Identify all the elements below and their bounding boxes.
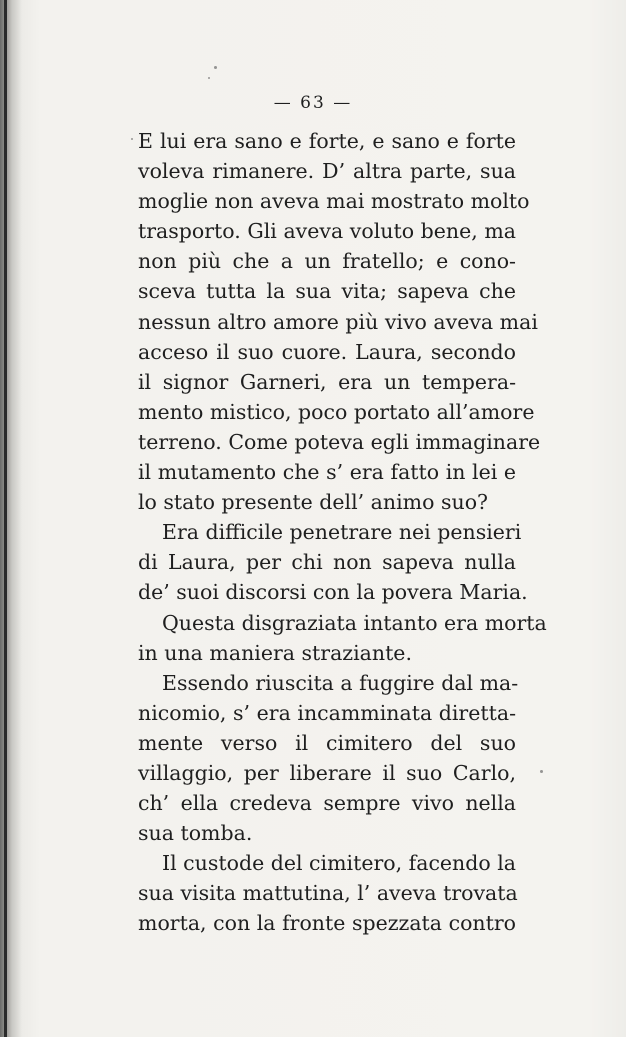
text-line: sua tomba. (138, 821, 253, 846)
text-line: Questa disgraziata intanto era morta (162, 610, 547, 635)
text-line: Era difficile penetrare nei pensieri (162, 520, 522, 545)
text-line: ch’ ella credeva sempre vivo nella (138, 791, 516, 816)
text-line: non più che a un fratello; e cono- (138, 249, 516, 274)
body-text (138, 126, 547, 939)
text-line: lo stato presente dell’ animo suo? (138, 490, 489, 515)
page-number: — 63 — (273, 93, 353, 113)
text-line: il signor Garneri, era un tempera- (138, 369, 516, 394)
text-line: trasporto. Gli aveva voluto bene, ma (138, 219, 516, 244)
text-line: villaggio, per liberare il suo Carlo, (138, 760, 516, 785)
text-line: E lui era sano e forte, e sano e forte (138, 129, 516, 153)
text-line: sua visita mattutina, l’ aveva trovata (138, 881, 518, 906)
text-line: Essendo riuscita a fuggire dal ma- (162, 670, 519, 695)
text-line: moglie non aveva mai mostrato molto (138, 189, 530, 214)
text-line: sceva tutta la sua vita; sapeva che (138, 279, 516, 304)
text-line: mento mistico, poco portato all’amore (138, 399, 535, 424)
text-line: il mutamento che s’ era fatto in lei e (138, 460, 516, 485)
paper-speck (208, 77, 210, 79)
text-line: di Laura, per chi non sapeva nulla (138, 550, 516, 575)
paper-speck (540, 770, 543, 773)
text-line: voleva rimanere. D’ altra parte, sua (138, 159, 516, 184)
text-line: nicomio, s’ era incamminata diretta- (138, 700, 516, 725)
text-line: in una maniera straziante. (138, 640, 412, 665)
binding-edge-line (4, 0, 7, 1037)
paper-speck (131, 138, 133, 140)
text-line: Il custode del cimitero, facendo la (162, 851, 517, 876)
text-line: de’ suoi discorsi con la povera Maria. (138, 580, 528, 605)
text-line: nessun altro amore più vivo aveva mai (138, 309, 538, 334)
text-line: morta, con la fronte spezzata contro (138, 911, 516, 936)
text-line: acceso il suo cuore. Laura, secondo (138, 339, 516, 364)
text-line: mente verso il cimitero del suo (138, 730, 516, 755)
text-line: terreno. Come poteva egli immaginare (138, 429, 541, 454)
paper-speck (214, 66, 217, 69)
